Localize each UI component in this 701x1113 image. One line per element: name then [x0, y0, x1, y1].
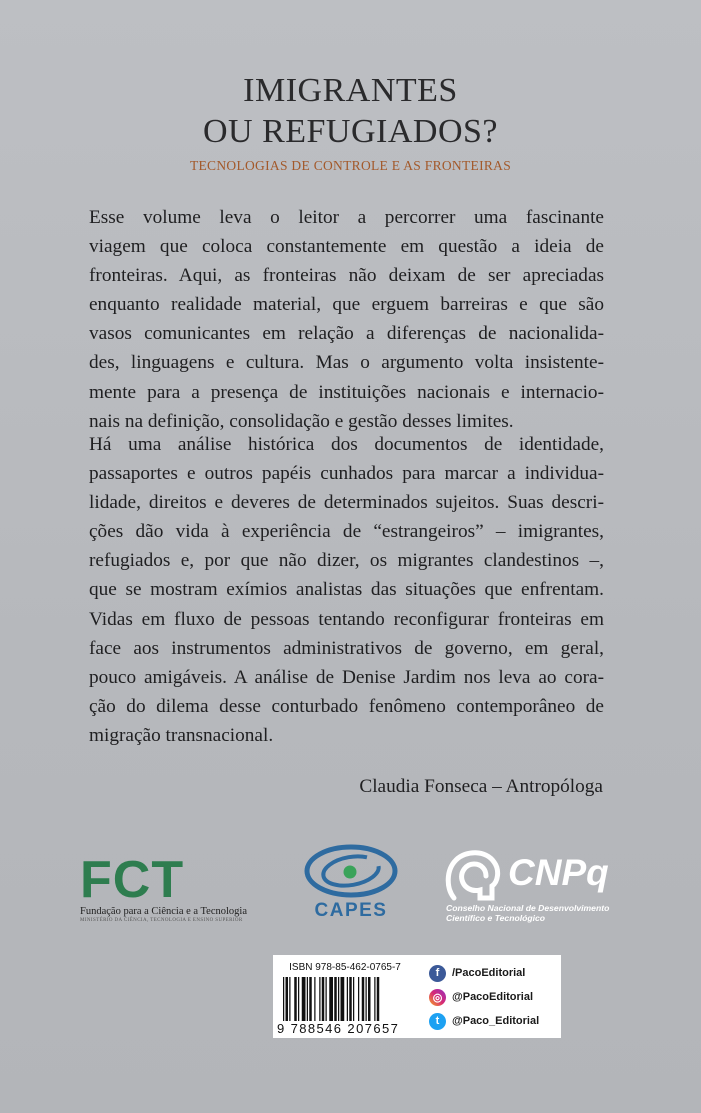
- isbn-barcode: [273, 955, 417, 1038]
- book-subtitle: TECNOLOGIAS DE CONTROLE E AS FRONTEIRAS: [189, 158, 512, 173]
- capes-emblem-icon: [303, 838, 399, 900]
- cnpq-fullname-line-1: Conselho Nacional de Desenvolvimento: [446, 903, 610, 913]
- review-signature: Claudia Fonseca – Antropóloga: [359, 776, 603, 797]
- barcode-bar: [298, 977, 299, 1021]
- instagram-handle: @PacoEditorial: [452, 991, 534, 1003]
- text-line: Esse volume leva o leitor a percorrer uma fascinante: [89, 207, 604, 228]
- barcode-bar: [338, 977, 339, 1021]
- text-line: que se mostram exímios analistas das situações que enfrentam.: [89, 579, 604, 601]
- cnpq-acronym: CNPq: [508, 852, 609, 893]
- blurb-paragraph-2: [89, 430, 604, 750]
- barcode-bar: [289, 977, 290, 1021]
- book-title-line-1: IMIGRANTES: [243, 72, 458, 109]
- barcode-bars: [283, 977, 409, 1021]
- barcode-bar: [326, 977, 327, 1021]
- text-line: passaportes e outros papéis cunhados para marcar a individua-: [89, 463, 604, 485]
- barcode-bar: [366, 977, 367, 1021]
- twitter-icon: t: [429, 1013, 446, 1030]
- social-facebook[interactable]: [429, 961, 561, 985]
- barcode-bar: [307, 977, 308, 1021]
- cnpq-head-icon: [440, 848, 506, 902]
- text-line: migração transnacional.: [89, 724, 274, 746]
- text-line: lidade, direitos e deveres de determinados sujeitos. Suas descri-: [89, 492, 604, 514]
- capes-logo: [303, 838, 399, 924]
- barcode-bar: [347, 977, 348, 1021]
- text-line: fronteiras. Aqui, as fronteiras não deixam de ser apreciadas: [89, 265, 604, 287]
- barcode-bar: [314, 977, 315, 1021]
- social-instagram[interactable]: [429, 985, 561, 1009]
- text-line: enquanto realidade material, que erguem barreiras e que são: [89, 294, 604, 316]
- text-line: face aos instrumentos administrativos de governo, em geral,: [89, 637, 604, 659]
- barcode-bar: [302, 977, 306, 1021]
- barcode-bar: [349, 977, 352, 1021]
- text-line: ções dão vida à experiência de “estrangeiros” – imigrantes,: [89, 521, 604, 543]
- barcode-bar: [374, 977, 375, 1021]
- barcode-bar: [294, 977, 297, 1021]
- text-line: Há uma análise histórica dos documentos de identidade,: [89, 434, 604, 455]
- fct-acronym: FCT: [80, 851, 185, 909]
- fct-name: Fundação para a Ciência e a Tecnologia: [80, 906, 247, 917]
- text-line: ção do dilema desse conturbado fenômeno contemporâneo de: [89, 695, 604, 717]
- barcode-bar: [283, 977, 284, 1021]
- cnpq-fullname-line-2: Científico e Tecnológico: [446, 913, 545, 923]
- fct-ministry: MINISTÉRIO DA CIÊNCIA, TECNOLOGIA E ENSINO SUPERIOR: [80, 918, 243, 923]
- text-line: des, linguagens e cultura. Mas o argumento volta insistente-: [89, 352, 604, 374]
- cnpq-fullname: [446, 903, 609, 923]
- text-line: viagem que coloca constantemente em questão a ideia de: [89, 236, 604, 258]
- barcode-bar: [334, 977, 337, 1021]
- social-links: [417, 955, 561, 1038]
- book-title-line-2: OU REFUGIADOS?: [202, 113, 499, 150]
- social-twitter[interactable]: [429, 1009, 561, 1033]
- text-line: nais na definição, consolidação e gestão desses limites.: [89, 410, 514, 432]
- text-line: refugiados e, por que não dizer, os migrantes clandestinos –,: [89, 550, 604, 572]
- barcode-bar: [358, 977, 359, 1021]
- barcode-bar: [319, 977, 320, 1021]
- capes-acronym: CAPES: [314, 900, 388, 921]
- text-line: pouco amigáveis. A análise de Denise Jardim nos leva ao cora-: [89, 666, 604, 688]
- facebook-handle: /PacoEditorial: [452, 967, 526, 979]
- barcode-bar: [377, 977, 380, 1021]
- twitter-handle: @Paco_Editorial: [452, 1015, 540, 1027]
- text-line: Vidas em fluxo de pessoas tentando reconfigurar fronteiras em: [89, 608, 604, 630]
- barcode-bar: [362, 977, 365, 1021]
- barcode-bar: [322, 977, 325, 1021]
- barcode-bar: [341, 977, 345, 1021]
- fct-logo: [80, 851, 280, 926]
- barcode-bar: [368, 977, 371, 1021]
- barcode-bar: [353, 977, 354, 1021]
- facebook-icon: f: [429, 965, 446, 982]
- instagram-icon: ◎: [429, 989, 446, 1006]
- barcode-bar: [309, 977, 312, 1021]
- barcode-bar: [329, 977, 333, 1021]
- blurb-paragraph-1: [89, 203, 604, 436]
- barcode-bar: [286, 977, 289, 1021]
- text-line: vasos comunicantes em relação a diferenças de nacionalida-: [89, 323, 604, 345]
- cnpq-logo: [440, 848, 620, 928]
- text-line: mente para a presença de instituições nacionais e internacio-: [89, 381, 604, 403]
- barcode-digits: 9 788546 207657: [277, 1021, 400, 1036]
- isbn-label: ISBN 978-85-462-0765-7: [289, 962, 401, 973]
